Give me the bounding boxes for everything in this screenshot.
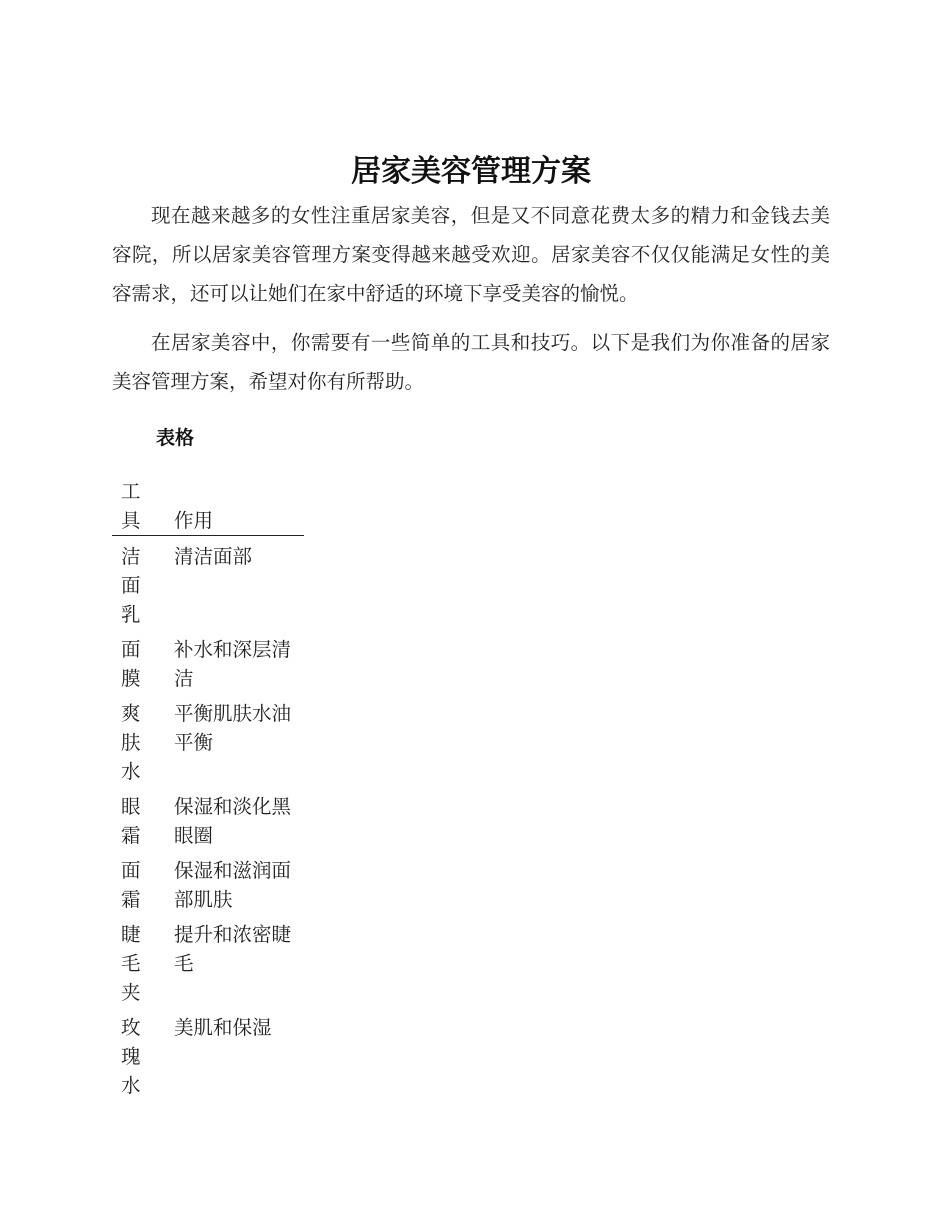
header-use: 作用 [174,477,304,536]
use-cell: 清洁面部 [174,545,253,568]
use-cell: 保湿和淡化黑眼圈 [174,795,292,847]
tools-table [112,477,304,1103]
table-row [112,536,304,633]
header-tool: 工具 [112,477,174,536]
table-row [112,853,304,917]
table-section-label: 表格 [156,427,195,449]
document-title: 居家美容管理方案 [351,154,591,189]
document-page [112,148,830,1103]
use-cell: 美肌和保湿 [174,1016,272,1039]
use-cell: 平衡肌肤水油平衡 [174,702,292,754]
tool-cell: 洁面乳 [121,545,141,626]
tools-intro-paragraph: 在居家美容中，你需要有一些简单的工具和技巧。以下是我们为你准备的居家美容管理方案，希望对你有所帮助。 [112,331,830,393]
use-cell: 补水和深层清洁 [174,638,292,690]
tool-cell: 眼霜 [121,795,141,847]
table-row [112,632,304,696]
table-row [112,696,304,789]
tool-cell: 玫瑰水 [121,1016,141,1097]
use-cell: 保湿和滋润面部肌肤 [174,859,292,911]
table-row [112,1010,304,1103]
table-header-row [112,477,304,536]
use-cell: 提升和浓密睫毛 [174,923,292,975]
intro-paragraph: 现在越来越多的女性注重居家美容，但是又不同意花费太多的精力和金钱去美容院，所以居家美容管理方案变得越来越受欢迎。居家美容不仅仅能满足女性的美容需求，还可以让她们在家中舒适的环境下享受美容的愉悦。 [112,204,830,305]
tool-cell: 爽肤水 [121,702,141,783]
tool-cell: 面霜 [121,859,141,911]
table-row [112,789,304,853]
table-row [112,917,304,1010]
tool-cell: 睫毛夹 [121,923,141,1004]
tool-cell: 面膜 [121,638,141,690]
